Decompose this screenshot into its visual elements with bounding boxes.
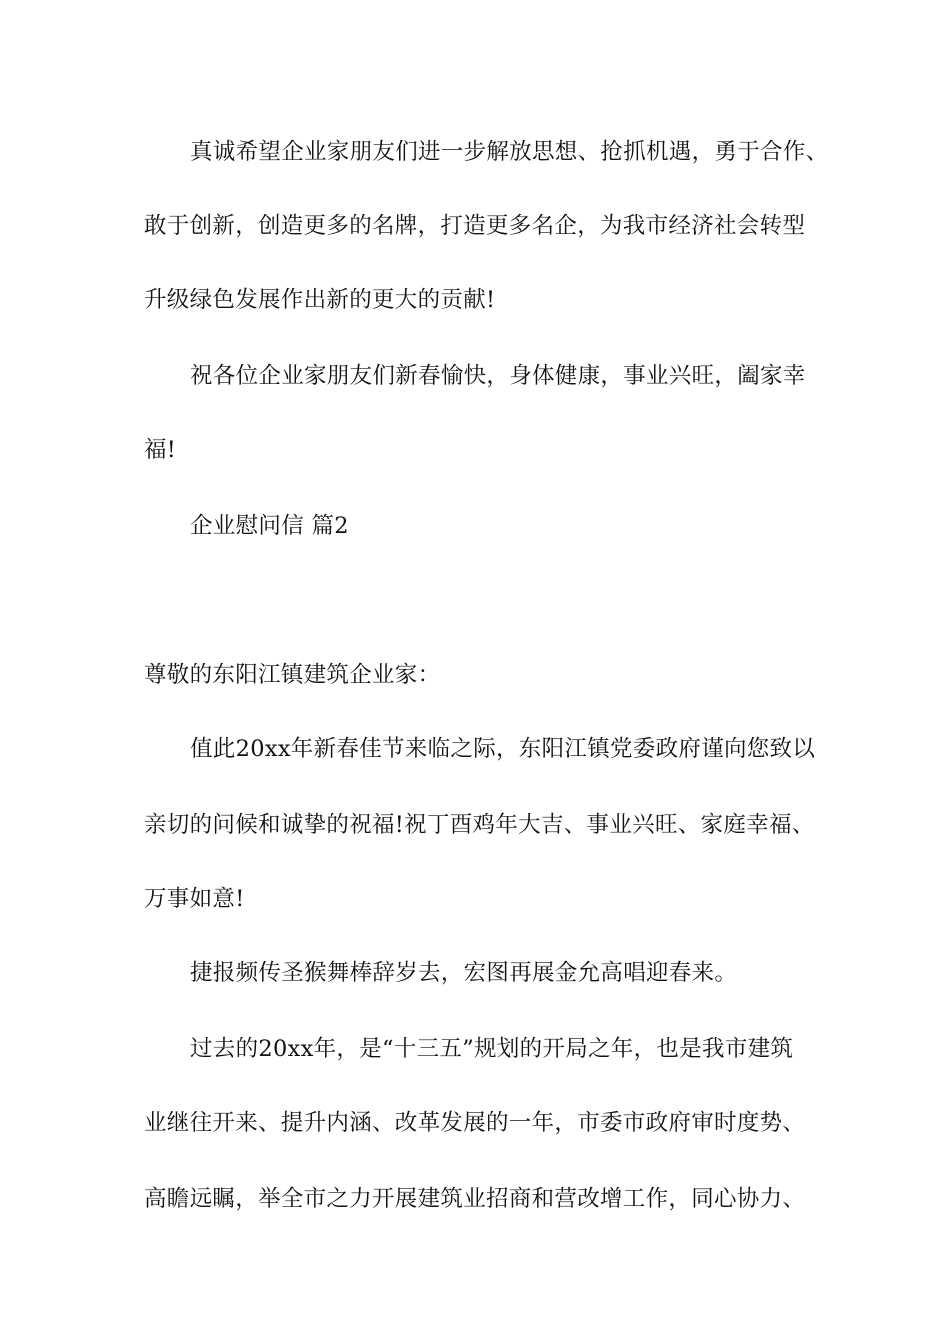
- section-heading: 企业慰问信 篇2: [190, 513, 349, 539]
- paragraph-line: 祝各位企业家朋友们新春愉快，身体健康，事业兴旺，阖家幸: [190, 363, 806, 389]
- paragraph-line: 高瞻远瞩，举全市之力开展建筑业招商和营改增工作，同心协力、: [144, 1186, 806, 1212]
- paragraph-line: 万事如意!: [144, 886, 245, 912]
- paragraph-line: 值此20xx年新春佳节来临之际，东阳江镇党委政府谨向您致以: [190, 736, 816, 762]
- paragraph-line: 真诚希望企业家朋友们进一步解放思想、抢抓机遇，勇于合作、: [190, 139, 829, 165]
- paragraph-line: 过去的20xx年，是“十三五”规划的开局之年，也是我市建筑: [190, 1036, 794, 1062]
- paragraph-line: 捷报频传圣猴舞棒辞岁去，宏图再展金允高唱迎春来。: [190, 960, 738, 986]
- paragraph-line: 敢于创新，创造更多的名牌，打造更多名企，为我市经济社会转型: [144, 213, 806, 239]
- salutation: 尊敬的东阳江镇建筑企业家：: [144, 662, 441, 688]
- paragraph-line: 福!: [144, 437, 177, 463]
- paragraph-line: 业继往开来、提升内涵、改革发展的一年，市委市政府审时度势、: [144, 1110, 806, 1136]
- paragraph-line: 亲切的问候和诚挚的祝福!祝丁酉鸡年大吉、事业兴旺、家庭幸福、: [144, 812, 815, 838]
- paragraph-line: 升级绿色发展作出新的更大的贡献!: [144, 287, 496, 313]
